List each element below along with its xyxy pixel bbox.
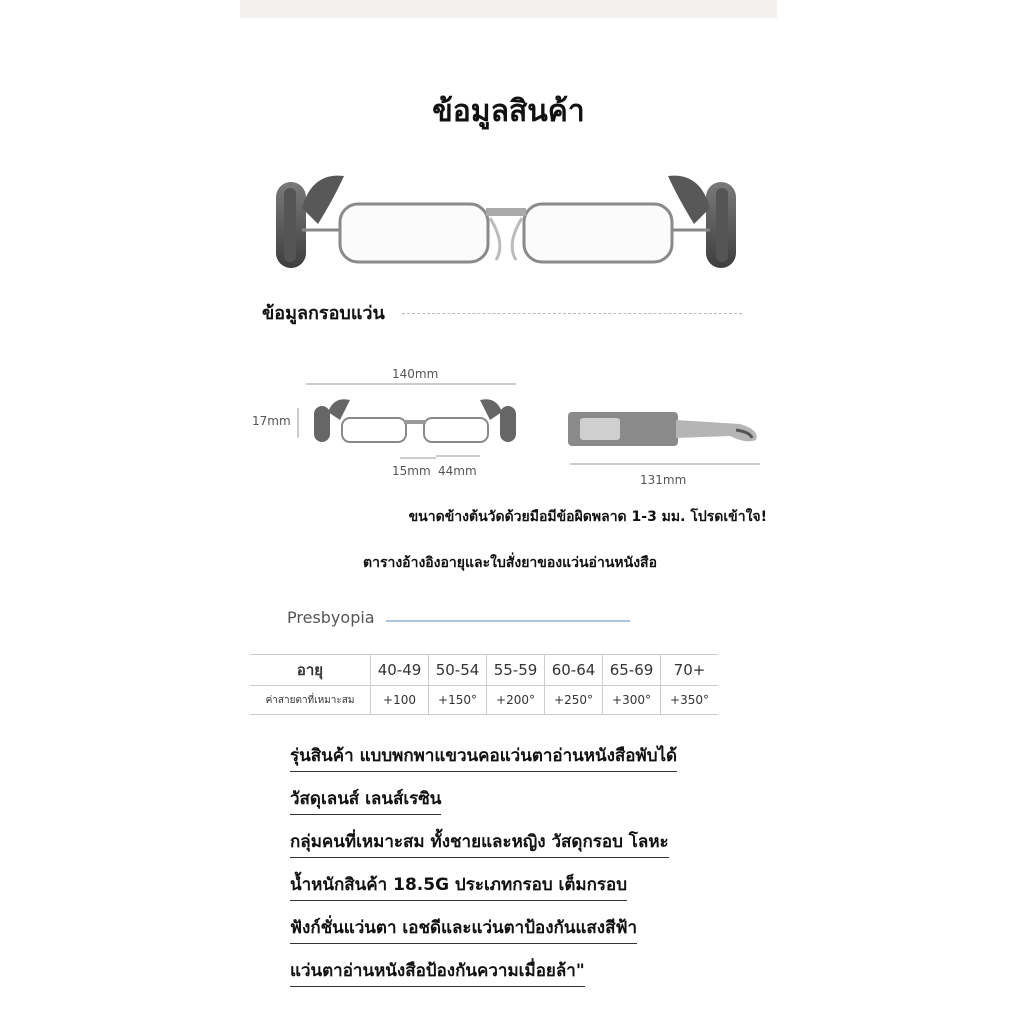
- top-strip: [240, 0, 777, 18]
- prescription-table: [250, 654, 718, 715]
- power-cell: +300°: [603, 686, 661, 715]
- power-cell: +150°: [429, 686, 487, 715]
- age-cell: 65-69: [603, 655, 661, 686]
- page-title: ข้อมูลสินค้า: [432, 94, 585, 129]
- spec-item: [290, 957, 750, 1000]
- lens-height-label: 17mm: [252, 414, 291, 428]
- bridge-label: 15mm: [392, 464, 431, 478]
- power-header: ค่าสายตาที่เหมาะสม: [250, 686, 371, 715]
- dimension-diagram: [240, 360, 777, 490]
- divider: [402, 313, 742, 314]
- spec-item: [290, 785, 750, 828]
- power-cell: +100: [371, 686, 429, 715]
- table-row: [250, 686, 718, 715]
- age-cell: 70+: [661, 655, 719, 686]
- age-cell: 50-54: [429, 655, 487, 686]
- spec-item: [290, 828, 750, 871]
- presbyopia-label: Presbyopia: [287, 608, 375, 627]
- spec-text: รุ่นสินค้า แบบพกพาแขวนคอแว่นตาอ่านหนังสือพับได้: [290, 742, 677, 772]
- age-cell: 40-49: [371, 655, 429, 686]
- presbyopia-underline: [386, 620, 630, 622]
- spec-list: [290, 742, 750, 1000]
- spec-item: [290, 871, 750, 914]
- spec-item: [290, 742, 750, 785]
- age-cell: 55-59: [487, 655, 545, 686]
- spec-text: วัสดุเลนส์ เลนส์เรซิน: [290, 785, 441, 815]
- age-header: อายุ: [250, 655, 371, 686]
- power-cell: +250°: [545, 686, 603, 715]
- spec-text: แว่นตาอ่านหนังสือป้องกันความเมื่อยล้า": [290, 957, 585, 987]
- power-cell: +200°: [487, 686, 545, 715]
- spec-item: [290, 914, 750, 957]
- power-cell: +350°: [661, 686, 719, 715]
- frame-info-label: ข้อมูลกรอบแว่น: [262, 303, 385, 324]
- table-row: [250, 655, 718, 686]
- spec-text: กลุ่มคนที่เหมาะสม ทั้งชายและหญิง วัสดุกรอบ โลหะ: [290, 828, 669, 858]
- reference-table-title: ตารางอ้างอิงอายุและใบสั่งยาของแว่นอ่านหนังสือ: [363, 555, 657, 571]
- lens-width-label: 44mm: [438, 464, 477, 478]
- glasses-photo: [272, 168, 740, 278]
- spec-text: น้ำหนักสินค้า 18.5G ประเภทกรอบ เต็มกรอบ: [290, 871, 627, 901]
- measurement-note: ขนาดข้างต้นวัดด้วยมือมีข้อผิดพลาด 1-3 มม. โปรดเข้าใจ!: [408, 509, 767, 525]
- age-cell: 60-64: [545, 655, 603, 686]
- folded-length-label: 131mm: [640, 473, 687, 487]
- spec-text: ฟังก์ชั่นแว่นตา เอชดีและแว่นตาป้องกันแสงสีฟ้า: [290, 914, 637, 944]
- total-width-label: 140mm: [392, 367, 439, 381]
